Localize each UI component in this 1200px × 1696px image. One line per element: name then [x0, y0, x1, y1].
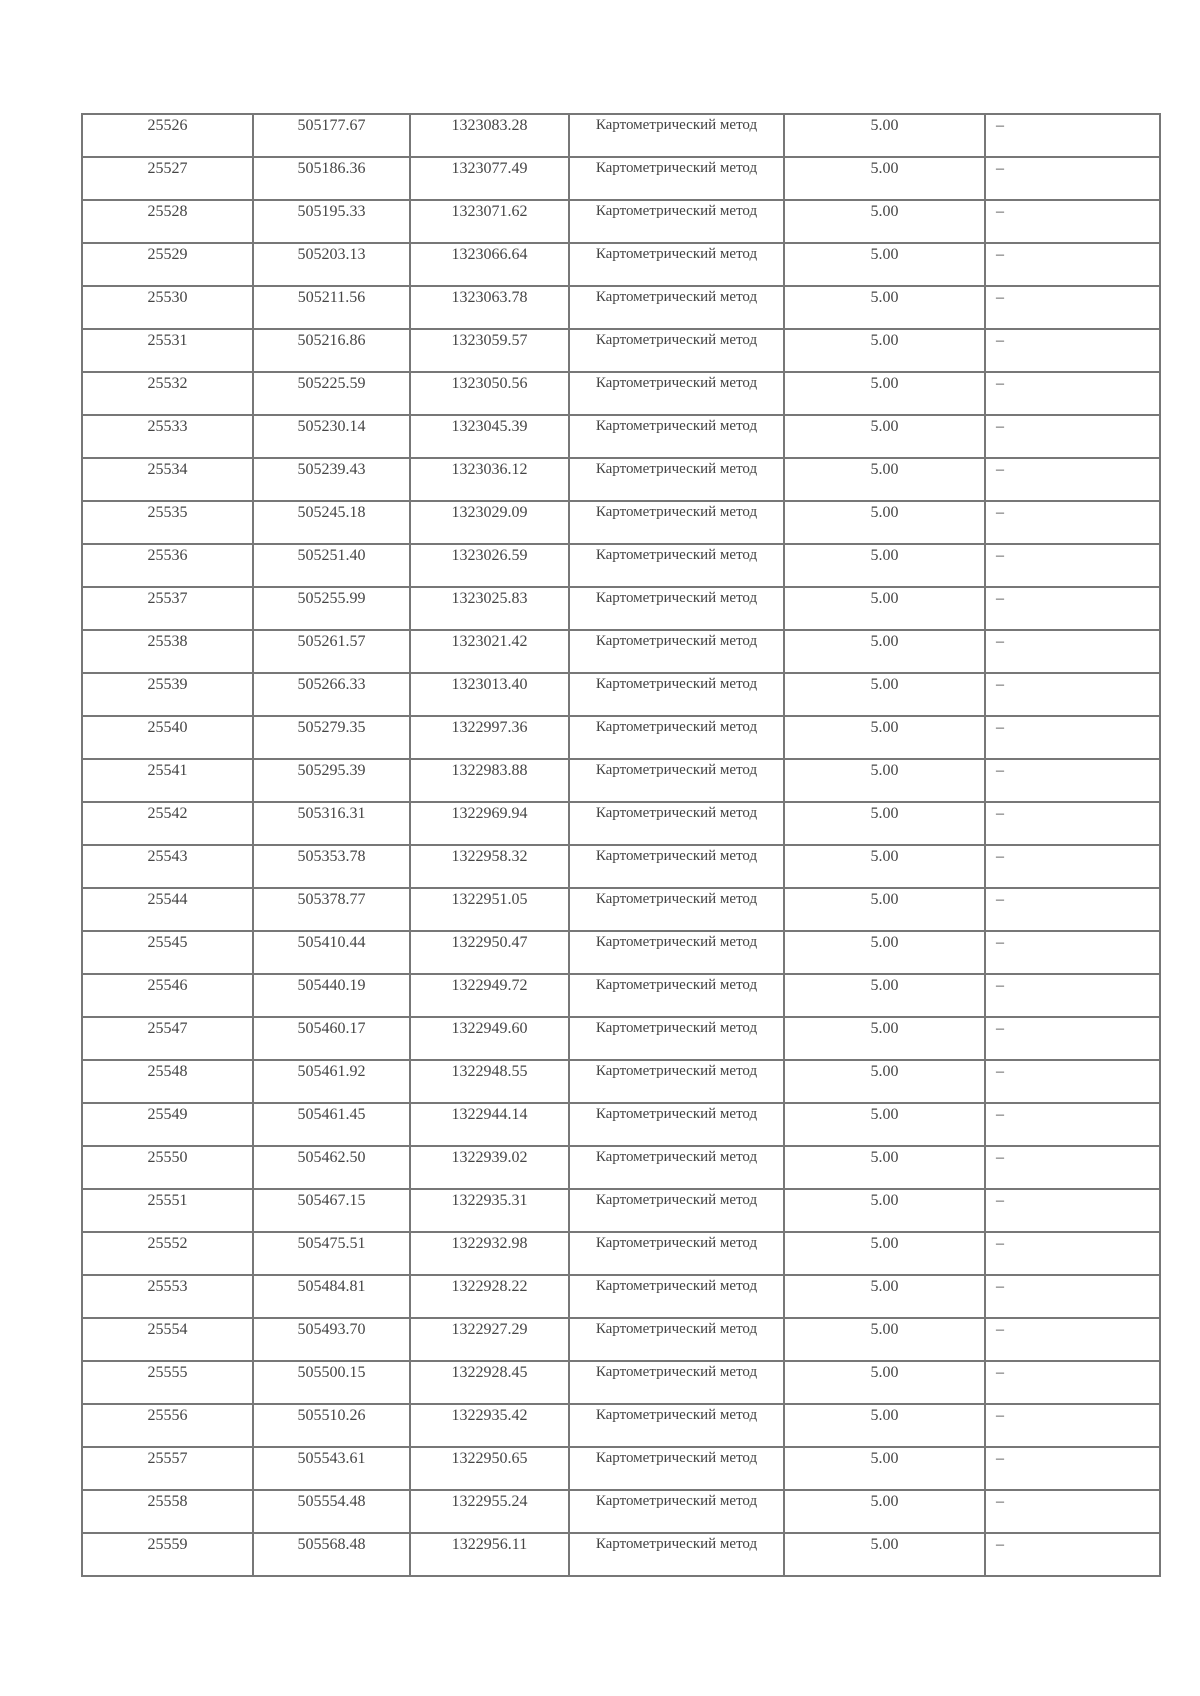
point-number-cell: 25527 — [82, 157, 253, 200]
y-coordinate-cell: 1322969.94 — [410, 802, 569, 845]
y-coordinate-cell: 1322939.02 — [410, 1146, 569, 1189]
x-coordinate-cell: 505484.81 — [253, 1275, 410, 1318]
y-coordinate-cell: 1322935.42 — [410, 1404, 569, 1447]
note-cell: – — [985, 1232, 1160, 1275]
note-cell: – — [985, 200, 1160, 243]
accuracy-cell: 5.00 — [784, 1146, 985, 1189]
table-row — [82, 1318, 1160, 1361]
table-row — [82, 630, 1160, 673]
table-row — [82, 200, 1160, 243]
table-row — [82, 716, 1160, 759]
y-coordinate-cell: 1322935.31 — [410, 1189, 569, 1232]
accuracy-cell: 5.00 — [784, 458, 985, 501]
note-cell: – — [985, 1361, 1160, 1404]
point-number-cell: 25528 — [82, 200, 253, 243]
y-coordinate-cell: 1323021.42 — [410, 630, 569, 673]
y-coordinate-cell: 1322956.11 — [410, 1533, 569, 1576]
table-row — [82, 1232, 1160, 1275]
note-cell: – — [985, 1103, 1160, 1146]
accuracy-cell: 5.00 — [784, 1189, 985, 1232]
y-coordinate-cell: 1322944.14 — [410, 1103, 569, 1146]
method-cell: Картометрический метод — [569, 1060, 784, 1103]
note-cell: – — [985, 1490, 1160, 1533]
method-cell: Картометрический метод — [569, 1232, 784, 1275]
note-cell: – — [985, 931, 1160, 974]
x-coordinate-cell: 505554.48 — [253, 1490, 410, 1533]
table-row — [82, 243, 1160, 286]
coordinates-table-body — [82, 114, 1160, 1576]
method-cell: Картометрический метод — [569, 200, 784, 243]
x-coordinate-cell: 505245.18 — [253, 501, 410, 544]
y-coordinate-cell: 1323059.57 — [410, 329, 569, 372]
point-number-cell: 25550 — [82, 1146, 253, 1189]
table-row — [82, 673, 1160, 716]
note-cell: – — [985, 1533, 1160, 1576]
table-row — [82, 544, 1160, 587]
method-cell: Картометрический метод — [569, 630, 784, 673]
note-cell: – — [985, 329, 1160, 372]
note-cell: – — [985, 1060, 1160, 1103]
x-coordinate-cell: 505461.45 — [253, 1103, 410, 1146]
point-number-cell: 25554 — [82, 1318, 253, 1361]
note-cell: – — [985, 759, 1160, 802]
accuracy-cell: 5.00 — [784, 673, 985, 716]
method-cell: Картометрический метод — [569, 673, 784, 716]
x-coordinate-cell: 505500.15 — [253, 1361, 410, 1404]
table-row — [82, 372, 1160, 415]
y-coordinate-cell: 1322949.60 — [410, 1017, 569, 1060]
note-cell: – — [985, 1146, 1160, 1189]
x-coordinate-cell: 505216.86 — [253, 329, 410, 372]
point-number-cell: 25545 — [82, 931, 253, 974]
point-number-cell: 25558 — [82, 1490, 253, 1533]
point-number-cell: 25534 — [82, 458, 253, 501]
point-number-cell: 25551 — [82, 1189, 253, 1232]
point-number-cell: 25546 — [82, 974, 253, 1017]
method-cell: Картометрический метод — [569, 888, 784, 931]
point-number-cell: 25548 — [82, 1060, 253, 1103]
table-row — [82, 1146, 1160, 1189]
table-row — [82, 1103, 1160, 1146]
accuracy-cell: 5.00 — [784, 888, 985, 931]
point-number-cell: 25532 — [82, 372, 253, 415]
point-number-cell: 25538 — [82, 630, 253, 673]
accuracy-cell: 5.00 — [784, 1017, 985, 1060]
accuracy-cell: 5.00 — [784, 372, 985, 415]
x-coordinate-cell: 505440.19 — [253, 974, 410, 1017]
accuracy-cell: 5.00 — [784, 1060, 985, 1103]
method-cell: Картометрический метод — [569, 1275, 784, 1318]
accuracy-cell: 5.00 — [784, 1533, 985, 1576]
accuracy-cell: 5.00 — [784, 544, 985, 587]
accuracy-cell: 5.00 — [784, 501, 985, 544]
y-coordinate-cell: 1322950.47 — [410, 931, 569, 974]
accuracy-cell: 5.00 — [784, 286, 985, 329]
table-row — [82, 1490, 1160, 1533]
y-coordinate-cell: 1323063.78 — [410, 286, 569, 329]
point-number-cell: 25544 — [82, 888, 253, 931]
accuracy-cell: 5.00 — [784, 587, 985, 630]
accuracy-cell: 5.00 — [784, 1232, 985, 1275]
point-number-cell: 25559 — [82, 1533, 253, 1576]
method-cell: Картометрический метод — [569, 415, 784, 458]
table-row — [82, 415, 1160, 458]
x-coordinate-cell: 505467.15 — [253, 1189, 410, 1232]
method-cell: Картометрический метод — [569, 329, 784, 372]
accuracy-cell: 5.00 — [784, 974, 985, 1017]
method-cell: Картометрический метод — [569, 372, 784, 415]
table-row — [82, 501, 1160, 544]
method-cell: Картометрический метод — [569, 544, 784, 587]
x-coordinate-cell: 505353.78 — [253, 845, 410, 888]
note-cell: – — [985, 630, 1160, 673]
x-coordinate-cell: 505295.39 — [253, 759, 410, 802]
point-number-cell: 25526 — [82, 114, 253, 157]
x-coordinate-cell: 505462.50 — [253, 1146, 410, 1189]
table-row — [82, 1447, 1160, 1490]
point-number-cell: 25531 — [82, 329, 253, 372]
x-coordinate-cell: 505475.51 — [253, 1232, 410, 1275]
x-coordinate-cell: 505568.48 — [253, 1533, 410, 1576]
table-row — [82, 1404, 1160, 1447]
accuracy-cell: 5.00 — [784, 1361, 985, 1404]
table-row — [82, 114, 1160, 157]
method-cell: Картометрический метод — [569, 974, 784, 1017]
table-row — [82, 587, 1160, 630]
point-number-cell: 25556 — [82, 1404, 253, 1447]
point-number-cell: 25539 — [82, 673, 253, 716]
accuracy-cell: 5.00 — [784, 1404, 985, 1447]
note-cell: – — [985, 1275, 1160, 1318]
x-coordinate-cell: 505460.17 — [253, 1017, 410, 1060]
method-cell: Картометрический метод — [569, 587, 784, 630]
accuracy-cell: 5.00 — [784, 157, 985, 200]
accuracy-cell: 5.00 — [784, 329, 985, 372]
x-coordinate-cell: 505225.59 — [253, 372, 410, 415]
accuracy-cell: 5.00 — [784, 114, 985, 157]
table-row — [82, 974, 1160, 1017]
point-number-cell: 25537 — [82, 587, 253, 630]
accuracy-cell: 5.00 — [784, 1275, 985, 1318]
point-number-cell: 25553 — [82, 1275, 253, 1318]
accuracy-cell: 5.00 — [784, 845, 985, 888]
y-coordinate-cell: 1322950.65 — [410, 1447, 569, 1490]
note-cell: – — [985, 157, 1160, 200]
point-number-cell: 25541 — [82, 759, 253, 802]
x-coordinate-cell: 505203.13 — [253, 243, 410, 286]
table-row — [82, 1017, 1160, 1060]
method-cell: Картометрический метод — [569, 157, 784, 200]
x-coordinate-cell: 505316.31 — [253, 802, 410, 845]
method-cell: Картометрический метод — [569, 1447, 784, 1490]
point-number-cell: 25557 — [82, 1447, 253, 1490]
point-number-cell: 25547 — [82, 1017, 253, 1060]
y-coordinate-cell: 1323026.59 — [410, 544, 569, 587]
point-number-cell: 25555 — [82, 1361, 253, 1404]
y-coordinate-cell: 1323050.56 — [410, 372, 569, 415]
point-number-cell: 25552 — [82, 1232, 253, 1275]
y-coordinate-cell: 1323045.39 — [410, 415, 569, 458]
note-cell: – — [985, 1447, 1160, 1490]
x-coordinate-cell: 505493.70 — [253, 1318, 410, 1361]
y-coordinate-cell: 1323036.12 — [410, 458, 569, 501]
table-row — [82, 888, 1160, 931]
method-cell: Картометрический метод — [569, 1490, 784, 1533]
method-cell: Картометрический метод — [569, 1189, 784, 1232]
y-coordinate-cell: 1323013.40 — [410, 673, 569, 716]
method-cell: Картометрический метод — [569, 1361, 784, 1404]
accuracy-cell: 5.00 — [784, 243, 985, 286]
y-coordinate-cell: 1322928.22 — [410, 1275, 569, 1318]
x-coordinate-cell: 505239.43 — [253, 458, 410, 501]
x-coordinate-cell: 505177.67 — [253, 114, 410, 157]
y-coordinate-cell: 1323029.09 — [410, 501, 569, 544]
y-coordinate-cell: 1322927.29 — [410, 1318, 569, 1361]
table-row — [82, 458, 1160, 501]
note-cell: – — [985, 458, 1160, 501]
point-number-cell: 25540 — [82, 716, 253, 759]
accuracy-cell: 5.00 — [784, 716, 985, 759]
point-number-cell: 25530 — [82, 286, 253, 329]
note-cell: – — [985, 114, 1160, 157]
x-coordinate-cell: 505211.56 — [253, 286, 410, 329]
accuracy-cell: 5.00 — [784, 759, 985, 802]
accuracy-cell: 5.00 — [784, 200, 985, 243]
table-row — [82, 329, 1160, 372]
note-cell: – — [985, 716, 1160, 759]
point-number-cell: 25529 — [82, 243, 253, 286]
table-row — [82, 845, 1160, 888]
y-coordinate-cell: 1322997.36 — [410, 716, 569, 759]
accuracy-cell: 5.00 — [784, 931, 985, 974]
method-cell: Картометрический метод — [569, 243, 784, 286]
note-cell: – — [985, 286, 1160, 329]
method-cell: Картометрический метод — [569, 1146, 784, 1189]
accuracy-cell: 5.00 — [784, 1447, 985, 1490]
table-row — [82, 286, 1160, 329]
accuracy-cell: 5.00 — [784, 630, 985, 673]
x-coordinate-cell: 505510.26 — [253, 1404, 410, 1447]
method-cell: Картометрический метод — [569, 759, 784, 802]
x-coordinate-cell: 505195.33 — [253, 200, 410, 243]
table-row — [82, 157, 1160, 200]
note-cell: – — [985, 802, 1160, 845]
table-row — [82, 1060, 1160, 1103]
x-coordinate-cell: 505255.99 — [253, 587, 410, 630]
table-row — [82, 1361, 1160, 1404]
x-coordinate-cell: 505410.44 — [253, 931, 410, 974]
point-number-cell: 25543 — [82, 845, 253, 888]
note-cell: – — [985, 673, 1160, 716]
note-cell: – — [985, 544, 1160, 587]
x-coordinate-cell: 505461.92 — [253, 1060, 410, 1103]
table-row — [82, 1275, 1160, 1318]
y-coordinate-cell: 1323083.28 — [410, 114, 569, 157]
note-cell: – — [985, 243, 1160, 286]
y-coordinate-cell: 1322955.24 — [410, 1490, 569, 1533]
y-coordinate-cell: 1322948.55 — [410, 1060, 569, 1103]
note-cell: – — [985, 1017, 1160, 1060]
method-cell: Картометрический метод — [569, 931, 784, 974]
note-cell: – — [985, 1404, 1160, 1447]
accuracy-cell: 5.00 — [784, 802, 985, 845]
note-cell: – — [985, 587, 1160, 630]
x-coordinate-cell: 505543.61 — [253, 1447, 410, 1490]
x-coordinate-cell: 505261.57 — [253, 630, 410, 673]
point-number-cell: 25542 — [82, 802, 253, 845]
method-cell: Картометрический метод — [569, 458, 784, 501]
y-coordinate-cell: 1322949.72 — [410, 974, 569, 1017]
accuracy-cell: 5.00 — [784, 1103, 985, 1146]
note-cell: – — [985, 372, 1160, 415]
point-number-cell: 25533 — [82, 415, 253, 458]
point-number-cell: 25549 — [82, 1103, 253, 1146]
x-coordinate-cell: 505251.40 — [253, 544, 410, 587]
coordinates-table — [81, 113, 1161, 1577]
y-coordinate-cell: 1323071.62 — [410, 200, 569, 243]
note-cell: – — [985, 845, 1160, 888]
y-coordinate-cell: 1322983.88 — [410, 759, 569, 802]
accuracy-cell: 5.00 — [784, 1490, 985, 1533]
table-row — [82, 1533, 1160, 1576]
table-row — [82, 1189, 1160, 1232]
method-cell: Картометрический метод — [569, 114, 784, 157]
method-cell: Картометрический метод — [569, 1404, 784, 1447]
method-cell: Картометрический метод — [569, 1533, 784, 1576]
y-coordinate-cell: 1322951.05 — [410, 888, 569, 931]
method-cell: Картометрический метод — [569, 1103, 784, 1146]
table-row — [82, 802, 1160, 845]
accuracy-cell: 5.00 — [784, 415, 985, 458]
y-coordinate-cell: 1323025.83 — [410, 587, 569, 630]
y-coordinate-cell: 1322928.45 — [410, 1361, 569, 1404]
y-coordinate-cell: 1322958.32 — [410, 845, 569, 888]
x-coordinate-cell: 505279.35 — [253, 716, 410, 759]
y-coordinate-cell: 1323066.64 — [410, 243, 569, 286]
x-coordinate-cell: 505230.14 — [253, 415, 410, 458]
note-cell: – — [985, 974, 1160, 1017]
note-cell: – — [985, 888, 1160, 931]
x-coordinate-cell: 505378.77 — [253, 888, 410, 931]
method-cell: Картометрический метод — [569, 1017, 784, 1060]
method-cell: Картометрический метод — [569, 845, 784, 888]
method-cell: Картометрический метод — [569, 501, 784, 544]
method-cell: Картометрический метод — [569, 716, 784, 759]
table-row — [82, 759, 1160, 802]
method-cell: Картометрический метод — [569, 1318, 784, 1361]
note-cell: – — [985, 1189, 1160, 1232]
table-row — [82, 931, 1160, 974]
y-coordinate-cell: 1323077.49 — [410, 157, 569, 200]
note-cell: – — [985, 1318, 1160, 1361]
note-cell: – — [985, 415, 1160, 458]
x-coordinate-cell: 505186.36 — [253, 157, 410, 200]
accuracy-cell: 5.00 — [784, 1318, 985, 1361]
point-number-cell: 25535 — [82, 501, 253, 544]
y-coordinate-cell: 1322932.98 — [410, 1232, 569, 1275]
method-cell: Картометрический метод — [569, 286, 784, 329]
x-coordinate-cell: 505266.33 — [253, 673, 410, 716]
note-cell: – — [985, 501, 1160, 544]
point-number-cell: 25536 — [82, 544, 253, 587]
method-cell: Картометрический метод — [569, 802, 784, 845]
